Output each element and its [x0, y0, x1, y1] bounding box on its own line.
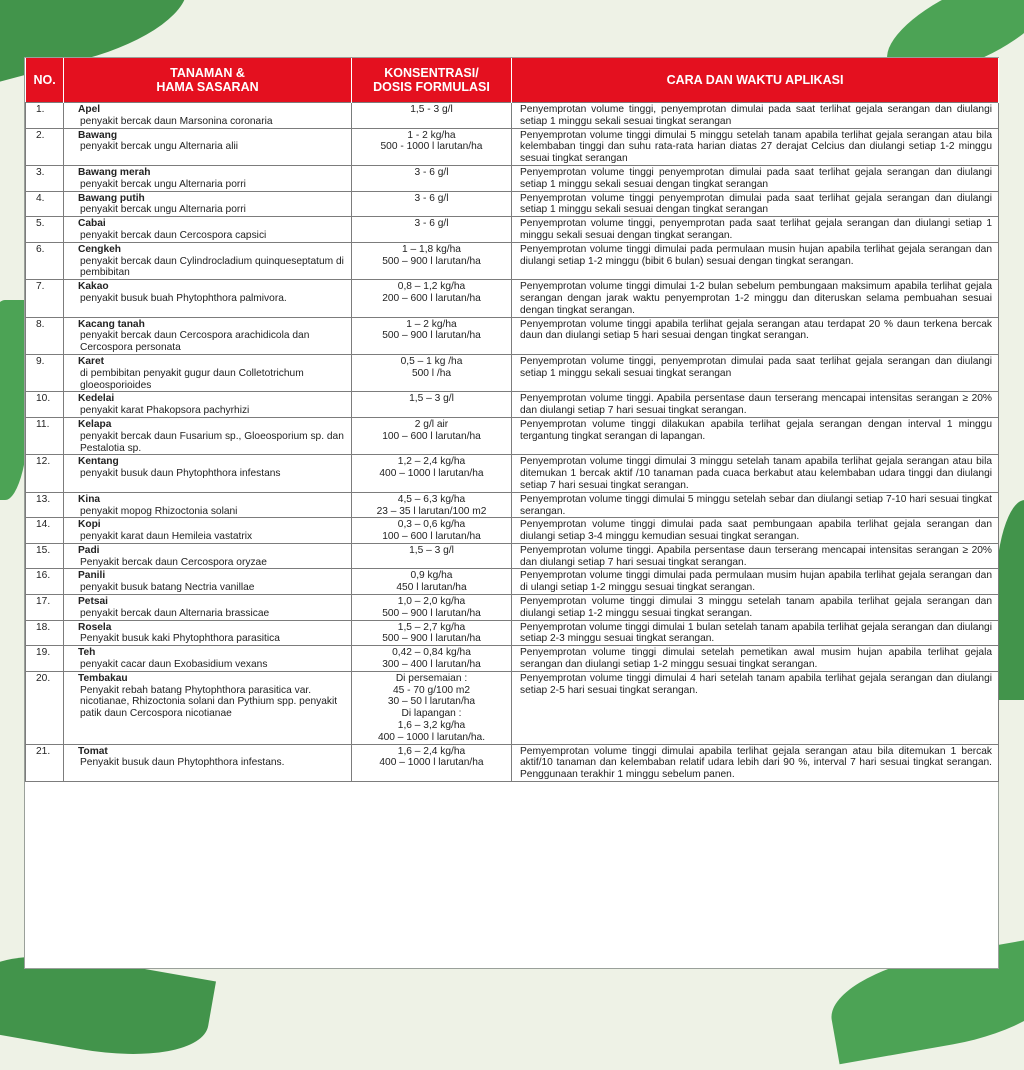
plant-name: Kopi	[78, 519, 101, 531]
pest-description: Penyakit bercak daun Cercospora oryzae	[80, 556, 267, 568]
application-instructions: Pemyemprotan volume tinggi dimulai apabila terlihat gejala serangan atau bila ditemukan 1 bercak aktif/10 tanaman dan kelembaban relatif udara lebih dari 90 %, interval 7 hari sesuai tingkat serangan. Penggunaan terakhir 1 minggu sebelum panen.	[512, 744, 999, 781]
application-instructions: Penyemprotan volume tinggi dimulai 1 bulan setelah tanam apabila terlihat gejala serangan dan diulangi setiap 2-3 minggu sesuai tingkat serangan.	[512, 620, 999, 646]
dose-line: 0,8 – 1,2 kg/ha	[397, 281, 466, 293]
table-row	[26, 417, 999, 454]
dose-line: 400 – 1000 l larutan/ha.	[377, 731, 486, 743]
dose-line: 30 – 50 l larutan/ha	[387, 696, 476, 708]
header-dose	[352, 58, 512, 103]
plant-cell	[64, 103, 352, 129]
dose-line: 0,3 – 0,6 kg/ha	[397, 519, 466, 531]
dose-cell	[352, 317, 512, 354]
dose-cell	[352, 280, 512, 317]
row-number: 13.	[26, 492, 64, 518]
dose-line: 3 - 6 g/l	[414, 218, 449, 230]
dose-cell	[352, 242, 512, 279]
plant-cell	[64, 595, 352, 621]
plant-name: Panili	[78, 570, 106, 582]
row-number: 9.	[26, 354, 64, 391]
plant-cell	[64, 191, 352, 217]
plant-cell	[64, 620, 352, 646]
dose-line: 1,5 – 3 g/l	[409, 544, 454, 556]
application-instructions: Penyemprotan volume tinggi dimulai pada permulaan musim hujan apabila terlihat gejala serangan dan di ulangi setiap 1-2 minggu sesuai tingkat serangan.	[512, 569, 999, 595]
header-no: NO.	[26, 58, 64, 103]
header-plant-line1: TANAMAN &	[170, 66, 245, 80]
row-number: 18.	[26, 620, 64, 646]
plant-cell	[64, 317, 352, 354]
dose-cell	[352, 518, 512, 544]
table-row	[26, 492, 999, 518]
application-instructions: Penyemprotan volume tinggi penyemprotan dimulai pada saat terlihat gejala serangan dan diulangi setiap 1 minggu sekali sesuai dengan tingkat serangan	[512, 165, 999, 191]
table-row	[26, 392, 999, 418]
dose-line: 2 g/l air	[414, 418, 449, 430]
pest-description: Penyakit busuk daun Phytophthora infestans.	[80, 757, 285, 769]
dose-line: 0,5 – 1 kg /ha	[400, 355, 463, 367]
plant-cell	[64, 417, 352, 454]
dose-line: 4,5 – 6,3 kg/ha	[397, 493, 466, 505]
plant-name: Bawang merah	[78, 166, 151, 178]
table-row	[26, 620, 999, 646]
pest-description: penyakit bercak daun Alternaria brassicae	[80, 607, 270, 619]
dose-line: 300 – 400 l larutan/ha	[382, 659, 481, 671]
pest-description: penyakit busuk batang Nectria vanillae	[80, 582, 255, 594]
pest-description: penyakit busuk buah Phytophthora palmivora.	[80, 292, 287, 304]
plant-name: Teh	[78, 647, 96, 659]
dose-line: 23 – 35 l larutan/100 m2	[376, 505, 487, 517]
plant-name: Kedelai	[78, 393, 115, 405]
table-row	[26, 165, 999, 191]
header-plant	[64, 58, 352, 103]
pest-description: penyakit busuk daun Phytophthora infestans	[80, 468, 281, 480]
application-instructions: Penyemprotan volume tinggi dimulai 1-2 bulan sebelum pembungaan maksimum apabila terlihat gejala serangan dengan jarak waktu penyemprotan 1-2 minggu dan diteruskan selama pembuahan sesuai dengan tingkat serangan.	[512, 280, 999, 317]
table-row	[26, 354, 999, 391]
dose-line: 500 – 900 l larutan/ha	[382, 607, 481, 619]
dose-line: 0,9 kg/ha	[410, 570, 453, 582]
plant-name: Karet	[78, 355, 105, 367]
plant-name: Cabai	[78, 218, 106, 230]
table-row	[26, 191, 999, 217]
pest-description: Penyakit rebah batang Phytophthora parasitica var. nicotianae, Rhizoctonia solani dan Pythium spp. penyakit patik daun Cercospora nicotianae	[80, 684, 338, 720]
table-row	[26, 128, 999, 165]
dose-cell	[352, 595, 512, 621]
pest-description: penyakit karat Phakopsora pachyrhizi	[80, 405, 250, 417]
application-instructions: Penyemprotan volume tinggi dimulai setelah pemetikan awal musim hujan apabila terlihat gejala serangan dan diulangi setiap 1-2 minggu sesuai tingkat serangan.	[512, 646, 999, 672]
row-number: 1.	[26, 103, 64, 129]
row-number: 7.	[26, 280, 64, 317]
table-row	[26, 543, 999, 569]
table-header-row	[26, 58, 999, 103]
application-instructions: Penyemprotan volume tinggi, penyemprotan pada saat terlihat gejala serangan dan diulangi setiap 1 minggu sekali sesuai dengan tingkat serangan.	[512, 217, 999, 243]
pest-description: penyakit bercak daun Cercospora arachidicola dan Cercospora personata	[80, 330, 310, 354]
application-instructions: Penyemprotan volume tinggi dilakukan apabila terlihat gejala serangan dengan interval 1 minggu tergantung tingkat serangan di lapangan.	[512, 417, 999, 454]
row-number: 17.	[26, 595, 64, 621]
pest-description: penyakit bercak ungu Alternaria alii	[80, 141, 239, 153]
dose-line: 1,5 - 3 g/l	[410, 104, 453, 115]
row-number: 5.	[26, 217, 64, 243]
dose-line: 3 - 6 g/l	[414, 166, 449, 178]
dose-cell	[352, 191, 512, 217]
table-row	[26, 595, 999, 621]
row-number: 14.	[26, 518, 64, 544]
table-body	[26, 103, 999, 782]
leaf-decoration-right	[995, 500, 1024, 700]
plant-cell	[64, 165, 352, 191]
dose-line: 1,2 – 2,4 kg/ha	[397, 456, 466, 468]
plant-cell	[64, 492, 352, 518]
row-number: 12.	[26, 455, 64, 492]
table-row	[26, 455, 999, 492]
row-number: 15.	[26, 543, 64, 569]
dose-cell	[352, 646, 512, 672]
dose-line: 100 – 600 l larutan/ha	[382, 531, 481, 543]
plant-cell	[64, 569, 352, 595]
application-instructions: Penyemprotan volume tinggi dimulai 5 minggu setelah tanam apabila terlihat gejala serangan atau bila kelembaban tinggi dan suhu rata-rata harian diatas 27 derajat Celcius dan diulangi setiap 1-2 minggu sesuai tingkat serangan	[512, 128, 999, 165]
application-instructions: Penyemprotan volume tinggi dimulai pada permulaan musin hujan apabila terlihat gejala serangan dan diulangi setiap 1-2 minggu (bibit 6 bulan) sesuai dengan tingkat serangan.	[512, 242, 999, 279]
dose-line: 1,6 – 3,2 kg/ha	[397, 720, 466, 732]
plant-cell	[64, 354, 352, 391]
dose-line: 500 – 900 l larutan/ha	[382, 633, 481, 645]
pest-description: penyakit bercak daun Cylindrocladium quinqueseptatum di pembibitan	[80, 255, 344, 279]
dose-line: 1,5 – 2,7 kg/ha	[397, 621, 466, 633]
dose-cell	[352, 128, 512, 165]
table-row	[26, 242, 999, 279]
table-row	[26, 671, 999, 744]
dose-line: 450 l larutan/ha	[396, 582, 467, 594]
dose-line: 0,42 – 0,84 kg/ha	[392, 647, 471, 659]
plant-name: Kentang	[78, 456, 119, 468]
dose-cell	[352, 354, 512, 391]
pest-description: penyakit cacar daun Exobasidium vexans	[80, 659, 268, 671]
header-dose-line2: DOSIS FORMULASI	[373, 80, 490, 94]
plant-name: Kacang tanah	[78, 318, 145, 330]
dose-line: 3 - 6 g/l	[414, 192, 449, 204]
dose-cell	[352, 620, 512, 646]
application-instructions: Penyemprotan volume tinggi, penyemprotan dimulai pada saat terlihat gejala serangan dan diulangi setiap 1 minggu sekali sesuai tingkat serangan	[512, 354, 999, 391]
application-instructions: Penyemprotan volume tinggi dimulai pada saat pembungaan apabila terlihat gejala serangan dan diulangi setiap 3-4 minggu kemudian sesuai tingkat serangan.	[512, 518, 999, 544]
row-number: 20.	[26, 671, 64, 744]
plant-cell	[64, 671, 352, 744]
plant-cell	[64, 217, 352, 243]
pest-description: penyakit bercak ungu Alternaria porri	[80, 204, 246, 216]
application-instructions: Penyemprotan volume tinggi. Apabila persentase daun terserang mencapai intensitas serangan ≥ 20% dan diulangi setiap 7 hari sesuai tingkat serangan.	[512, 392, 999, 418]
dose-line: 500 l /ha	[411, 367, 452, 379]
plant-name: Bawang	[78, 129, 118, 141]
application-table	[25, 58, 999, 782]
dose-cell	[352, 165, 512, 191]
dose-line: 400 – 1000 l larutan/ha	[379, 757, 484, 769]
table-row	[26, 744, 999, 781]
plant-cell	[64, 280, 352, 317]
dose-cell	[352, 103, 512, 129]
application-instructions: Penyemprotan volume tinggi dimulai 5 minggu setelah sebar dan diulangi setiap 7-10 hari sesuai tingkat serangan.	[512, 492, 999, 518]
pest-description: penyakit bercak daun Fusarium sp., Gloeosporium sp. dan Pestalotia sp.	[80, 430, 344, 454]
dose-line: 400 – 1000 l larutan/ha	[379, 468, 484, 480]
dose-line: 500 – 900 l larutan/ha	[382, 330, 481, 342]
dose-line: 1,5 – 3 g/l	[409, 393, 454, 405]
plant-cell	[64, 242, 352, 279]
table-row	[26, 280, 999, 317]
plant-name: Cengkeh	[78, 243, 122, 255]
dose-cell	[352, 492, 512, 518]
dose-cell	[352, 417, 512, 454]
plant-cell	[64, 518, 352, 544]
plant-cell	[64, 128, 352, 165]
dose-line: 45 - 70 g/100 m2	[392, 684, 471, 696]
dose-line: 100 – 600 l larutan/ha	[382, 430, 481, 442]
row-number: 3.	[26, 165, 64, 191]
application-instructions: Penyemprotan volume tinggi. Apabila persentase daun terserang mencapai intensitas serangan ≥ 20% dan diulangi setiap 7 hari sesuai tingkat serangan.	[512, 543, 999, 569]
row-number: 16.	[26, 569, 64, 595]
application-table-frame	[24, 57, 999, 969]
dose-line: 200 – 600 l larutan/ha	[382, 292, 481, 304]
dose-cell	[352, 744, 512, 781]
table-row	[26, 646, 999, 672]
table-row	[26, 317, 999, 354]
plant-name: Padi	[78, 544, 100, 556]
plant-name: Bawang putih	[78, 192, 145, 204]
plant-name: Apel	[78, 104, 101, 115]
dose-line: Di lapangan :	[401, 708, 462, 720]
dose-cell	[352, 569, 512, 595]
row-number: 11.	[26, 417, 64, 454]
plant-name: Kelapa	[78, 418, 112, 430]
dose-cell	[352, 455, 512, 492]
plant-cell	[64, 455, 352, 492]
pest-description: penyakit bercak ungu Alternaria porri	[80, 178, 246, 190]
header-dose-line1: KONSENTRASI/	[384, 66, 479, 80]
row-number: 19.	[26, 646, 64, 672]
dose-cell	[352, 543, 512, 569]
pest-description: penyakit bercak daun Marsonina coronaria	[80, 115, 273, 127]
plant-name: Tembakau	[78, 672, 128, 684]
dose-line: Di persemaian :	[395, 672, 468, 684]
table-row	[26, 518, 999, 544]
dose-line: 1 – 1,8 kg/ha	[402, 243, 461, 255]
row-number: 4.	[26, 191, 64, 217]
dose-line: 1,6 – 2,4 kg/ha	[397, 745, 466, 757]
plant-cell	[64, 744, 352, 781]
application-instructions: Penyemprotan volume tinggi penyemprotan dimulai pada saat terlihat gejala serangan dan diulangi setiap 1 minggu sekali sesuai dengan tingkat serangan	[512, 191, 999, 217]
application-instructions: Penyemprotan volume tinggi, penyemprotan dimulai pada saat terlihat gejala serangan dan diulangi setiap 1 minggu sekali sesuai tingkat serangan	[512, 103, 999, 129]
application-instructions: Penyemprotan volume tinggi apabila terlihat gejala serangan atau terdapat 20 % daun terkena bercak daun dan diulangi setiap 5 hari sesuai dengan tingkat serangan.	[512, 317, 999, 354]
dose-line: 1 - 2 kg/ha	[407, 129, 456, 141]
table-row	[26, 103, 999, 129]
pest-description: penyakit karat daun Hemileia vastatrix	[80, 531, 253, 543]
application-instructions: Penyemprotan volume tinggi dimulai 3 minggu setelah tanam apabila terlihat gejala serangan atau bila ditemukan 1 bercak aktif /10 tanaman pada cuaca berkabut atau kelembaban udara tinggi dan diulangi setiap 7 hari sesuai tingkat serangan.	[512, 455, 999, 492]
pest-description: di pembibitan penyakit gugur daun Colletotrichum gloeosporioides	[80, 367, 304, 391]
pest-description: penyakit mopog Rhizoctonia solani	[80, 505, 238, 517]
application-instructions: Penyemprotan volume tinggi dimulai 4 hari setelah tanam apabila terlihat gejala serangan dan diulangi setiap 2-5 hari sesuai tingkat serangan.	[512, 671, 999, 744]
dose-line: 1,0 – 2,0 kg/ha	[397, 596, 466, 608]
row-number: 2.	[26, 128, 64, 165]
table-row	[26, 569, 999, 595]
pest-description: penyakit bercak daun Cercospora capsici	[80, 229, 267, 241]
row-number: 6.	[26, 242, 64, 279]
header-application: CARA DAN WAKTU APLIKASI	[512, 58, 999, 103]
plant-name: Rosela	[78, 621, 112, 633]
plant-cell	[64, 543, 352, 569]
application-instructions: Penyemprotan volume tinggi dimulai 3 minggu setelah tanam apabila terlihat gejala serangan dan diulangi setiap 1-2 minggu sesuai tingkat serangan.	[512, 595, 999, 621]
row-number: 8.	[26, 317, 64, 354]
dose-line: 500 - 1000 l larutan/ha	[380, 141, 483, 153]
pest-description: Penyakit busuk kaki Phytophthora parasitica	[80, 633, 280, 645]
plant-cell	[64, 646, 352, 672]
dose-cell	[352, 217, 512, 243]
dose-cell	[352, 392, 512, 418]
dose-line: 500 – 900 l larutan/ha	[382, 255, 481, 267]
header-plant-line2: HAMA SASARAN	[156, 80, 259, 94]
row-number: 10.	[26, 392, 64, 418]
table-row	[26, 217, 999, 243]
plant-name: Tomat	[78, 745, 108, 757]
plant-cell	[64, 392, 352, 418]
row-number: 21.	[26, 744, 64, 781]
plant-name: Kina	[78, 493, 101, 505]
plant-name: Petsai	[78, 596, 109, 608]
dose-cell	[352, 671, 512, 744]
plant-name: Kakao	[78, 281, 109, 293]
dose-line: 1 – 2 kg/ha	[406, 318, 457, 330]
